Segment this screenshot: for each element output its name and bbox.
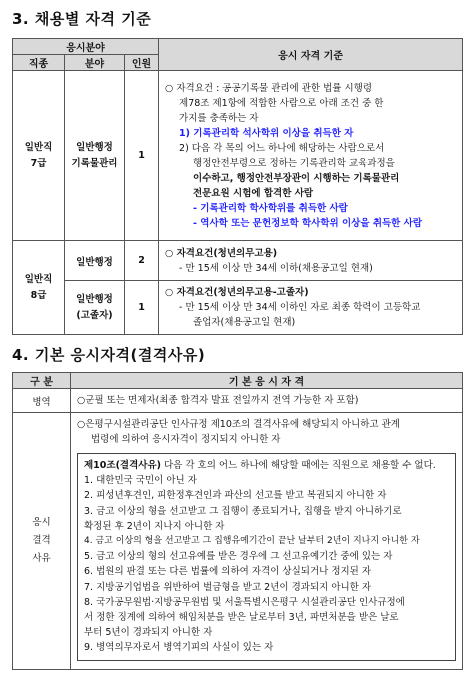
- header-field: 분야: [65, 55, 125, 71]
- row-criteria: [159, 281, 463, 335]
- criteria-lead: ○ 자격요건 : 공공기록물 관리에 관한 법률 시행령: [165, 82, 373, 94]
- criteria-lead: ○ 자격요건(청년의무고용-고졸자): [165, 287, 309, 298]
- criteria-item2a: 2) 다음 각 목의 어느 하나에 해당하는 사람으로서: [179, 142, 385, 154]
- disq-content: [71, 413, 463, 670]
- rule-item: 5. 금고 이상의 형의 선고유예를 받은 경우에 그 선고유예기간 중에 있는 자: [84, 551, 393, 563]
- disq-intro1: ○은평구시설관리공단 인사규정 제10조의 결격사유에 해당되지 아니하고 관계: [77, 419, 400, 430]
- row-count: 1: [125, 281, 159, 335]
- rule-item: 부터 5년이 경과되지 아니한 자: [84, 627, 213, 639]
- table-row: [13, 71, 463, 241]
- table-row: [13, 389, 463, 413]
- military-label: 병역: [13, 389, 71, 413]
- criteria-line2: - 만 15세 이상 만 34세 이하(채용공고일 현재): [179, 262, 373, 274]
- criteria-item2b: 행정안전부령으로 정하는 기록관리학 교육과정을: [193, 157, 395, 169]
- rule-item: 서 정한 징계에 의하여 해임처분을 받은 날로부터 3년, 파면처분을 받은 날로: [84, 612, 399, 624]
- criteria-line3: 졸업자(채용공고일 현재): [193, 317, 296, 328]
- criteria-sub2: - 역사학 또는 문헌정보학 학사학위 이상을 취득한 사람: [193, 217, 423, 229]
- rule-item: 1. 대한민국 국민이 아닌 자: [84, 475, 197, 487]
- qualification-table: [12, 38, 463, 335]
- rule-item: 2. 피성년후견인, 피한정후견인과 파산의 선고를 받고 복권되지 아니한 자: [84, 490, 387, 502]
- row-criteria: [159, 71, 463, 241]
- disq-rule-box: [77, 453, 456, 661]
- criteria-lead2: 제78조 제1항에 적합한 사람으로 아래 조건 중 한: [179, 97, 384, 109]
- row-type: 일반직 7급: [13, 71, 65, 241]
- criteria-lead: ○ 자격요건(청년의무고용): [165, 247, 278, 259]
- basic-eligibility-table: [12, 372, 463, 670]
- criteria-lead3: 가지를 충족하는 자: [179, 112, 259, 124]
- disq-intro2: 법령에 의하여 응시자격이 정지되지 아니한 자: [91, 434, 281, 445]
- criteria-item2c: 이수하고, 행정안전부장관이 시행하는 기록물관리: [193, 172, 400, 184]
- table-row: [13, 281, 463, 335]
- rule-item: 9. 병역의무자로서 병역기피의 사실이 있는 자: [84, 642, 274, 654]
- criteria-line2: - 만 15세 이상 만 34세 이하인 자로 최종 학력이 고등학교: [179, 302, 421, 313]
- row-field: 일반행정 (고졸자): [65, 281, 125, 335]
- rule-item: 4. 금고 이상의 형을 선고받고 그 집행유예기간이 끝난 날부터 2년이 지나지 아니한 자: [84, 536, 420, 547]
- rule-item: 확정된 후 2년이 지나지 아니한 자: [84, 520, 225, 532]
- section4-title: 4. 기본 응시자격(결격사유): [12, 346, 206, 364]
- rule-item: 3. 금고 이상의 형을 선고받고 그 집행이 종료되거나, 집행을 받지 아니하기로: [84, 505, 402, 517]
- header-group: 응시분야: [13, 39, 159, 55]
- criteria-item1: 1) 기록관리학 석사학위 이상을 취득한 자: [179, 127, 354, 139]
- header-criteria: 응시 자격 기준: [159, 39, 463, 71]
- table-row: [13, 413, 463, 670]
- military-text: ○군필 또는 면제자(최종 합격자 발표 전일까지 전역 가능한 자 포함): [71, 389, 463, 413]
- header-type: 구 분: [13, 373, 71, 389]
- header-type: 직종: [13, 55, 65, 71]
- criteria-sub1: - 기록관리학 학사학위를 취득한 사람: [193, 202, 348, 214]
- header-count: 인원: [125, 55, 159, 71]
- row-type: 일반직 8급: [13, 241, 65, 335]
- rule-item: 7. 지방공기업법을 위반하여 벌금형을 받고 2년이 경과되지 아니한 자: [84, 581, 372, 593]
- disq-label: 응시 결격 사유: [13, 413, 71, 670]
- row-count: 1: [125, 71, 159, 241]
- row-field: 일반행정: [65, 241, 125, 281]
- section3-title: 3. 채용별 자격 기준: [12, 10, 152, 28]
- table-row: [13, 241, 463, 281]
- criteria-item2d: 전문요원 시험에 합격한 사람: [193, 187, 314, 199]
- row-criteria: [159, 241, 463, 281]
- row-field: 일반행정 기록물관리: [65, 71, 125, 241]
- header-basic: 기 본 응 시 자 격: [71, 373, 463, 389]
- row-count: 2: [125, 241, 159, 281]
- rule-item: 8. 국가공무원법·지방공무원법 및 서울특별시은평구 시설관리공단 인사규정에: [84, 596, 405, 608]
- rule-heading: 제10조(결격사유) 다음 각 호의 어느 하나에 해당할 때에는 직원으로 채용할 수 없다.: [84, 460, 436, 471]
- rule-item: 6. 법원의 판결 또는 다른 법률에 의하여 자격이 상실되거나 정지된 자: [84, 566, 372, 578]
